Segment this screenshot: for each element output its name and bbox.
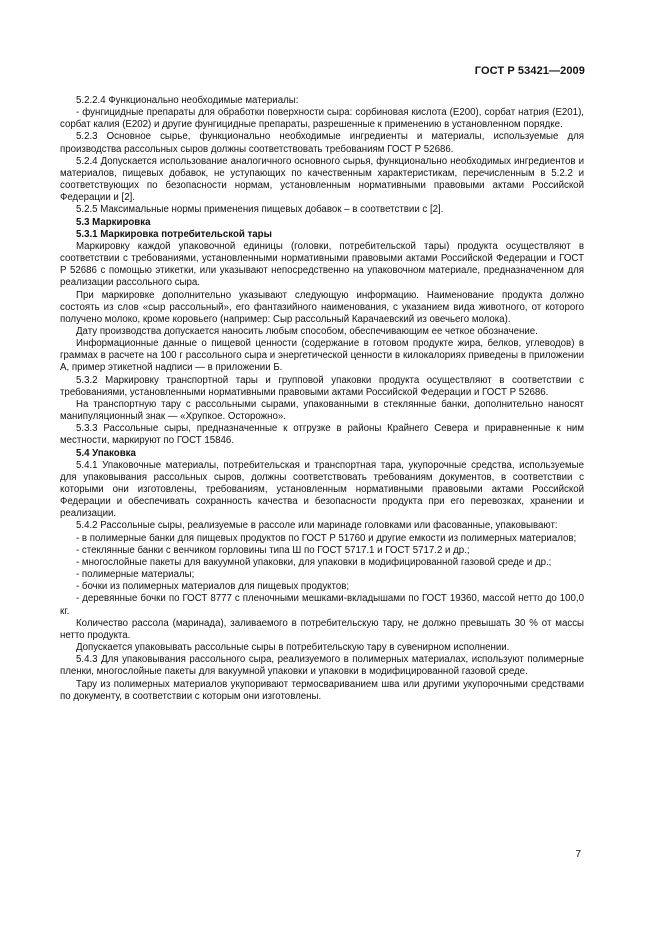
paragraph: 5.4.2 Рассольные сыры, реализуемые в рассоле или маринаде головками или фасованные, упаковывают: (76, 520, 558, 532)
list-item: - деревянные бочки по ГОСТ 8777 с пленочными мешками-вкладышами по ГОСТ 19360, массой нетто до 100,0 кг. (60, 593, 584, 617)
paragraph: Маркировку каждой упаковочной единицы (головки, потребительской тары) продукта осуществляют в соответствии с требованиями, установленными нормативными правовыми актами Российской Федерации и ГОСТ Р 52686 с помощью этикетки, или указывают непосредственно на упаковочном материале, предназначенном для реализации рассольного сыра. (60, 240, 584, 289)
paragraph: На транспортную тару с рассольными сырами, упакованными в стеклянные банки, дополнительно наносят манипуляционный знак — «Хрупкое. Осторожно». (60, 398, 584, 423)
paragraph: Допускается упаковывать рассольные сыры в потребительскую тару в сувенирном исполнении. (76, 642, 510, 654)
page-number: 7 (575, 849, 581, 860)
list-item: - бочки из полимерных материалов для пищевых продуктов; (76, 581, 350, 593)
document-header: ГОСТ Р 53421—2009 (474, 65, 585, 77)
paragraph: 5.2.5 Максимальные нормы применения пищевых добавок – в соответствии с [2]. (76, 204, 444, 216)
paragraph: Информационные данные о пищевой ценности (содержание в готовом продукте жира, белков, углеводов) в граммах в расчете на 100 г рассольного сыра и энергетической ценности в килокалориях приведены в приложении А, пример этикетной надписи — в приложении Б. (60, 338, 584, 374)
paragraph: 5.2.3 Основное сырье, функционально необходимые ингредиенты и материалы, используемые для производства рассольных сыров должны соответствовать требованиям ГОСТ Р 52686. (60, 131, 584, 155)
paragraph: 5.4.3 Для упаковывания рассольного сыра, реализуемого в полимерных материалах, используют полимерные пленки, многослойные пакеты для вакуумной упаковки и упаковки в модифицированной газовой среде. (60, 654, 584, 678)
list-item: - стеклянные банки с венчиком горловины типа Ш по ГОСТ 5717.1 и ГОСТ 5717.2 и др.; (76, 544, 470, 556)
paragraph: 5.2.2.4 Функционально необходимые материалы: (76, 95, 299, 106)
paragraph: Дату производства допускается наносить любым способом, обеспечивающим ее четкое обозначение. (76, 325, 538, 337)
document-body (60, 95, 584, 703)
paragraph: Количество рассола (маринада), заливаемого в потребительскую тару, не должно превышать 30 % от массы нетто продукта. (60, 617, 584, 641)
section-heading: 5.4 Упаковка (76, 447, 136, 459)
list-item: - многослойные пакеты для вакуумной упаковки, для упаковки в модифицированной газовой среде и др.; (76, 556, 552, 568)
paragraph: - фунгицидные препараты для обработки поверхности сыра: сорбиновая кислота (Е200), сорбат натрия (Е201), сорбат калия (Е202) и другие фунгицидные препараты, разрешенные к применению в установленном порядке. (60, 107, 584, 131)
paragraph: 5.3.2 Маркировку транспортной тары и групповой упаковки продукта осуществляют в соответствии с требованиями, установленными нормативными правовыми актами Российской Федерации и ГОСТ Р 52686. (60, 374, 584, 398)
section-heading: 5.3 Маркировка (76, 216, 151, 228)
paragraph: 5.2.4 Допускается использование аналогичного основного сырья, функционально необходимых ингредиентов и материалов, пищевых добавок, не уступающих по качественным характеристикам, перечисленным в 5.2.2 и соответствующих по безопасности нормам, установленным нормативными правовыми актами Российской Федерации и [2]. (60, 155, 584, 204)
paragraph: Тару из полимерных материалов укупоривают термосвариванием шва или другими укупорочными средствами по документу, в соответствии с которым они изготовлены. (60, 678, 584, 702)
subsection-heading: 5.3.1 Маркировка потребительской тары (76, 228, 272, 240)
paragraph: 5.3.3 Рассольные сыры, предназначенные к отгрузке в районы Крайнего Севера и приравненные к ним местности, маркируют по ГОСТ 15846. (60, 423, 584, 447)
list-item: - в полимерные банки для пищевых продуктов по ГОСТ Р 51760 и другие емкости из полимерных материалов; (76, 532, 577, 544)
paragraph: 5.4.1 Упаковочные материалы, потребительская и транспортная тара, укупорочные средства, используемые для упаковывания рассольных сыров, должны соответствовать требованиям документов, в соответствии с которыми они изготовлены, требованиям, установленным нормативными правовыми актами Российской Федерации и обеспечивать сохранность качества и безопасности продукта при его перевозках, хранении и реализации. (60, 459, 584, 520)
paragraph: При маркировке дополнительно указывают следующую информацию. Наименование продукта должно состоять из слов «сыр рассольный», его фантазийного наименования, с указанием вида животного, от которого получено молоко, кроме коровьего (например: Сыр рассольный Карачаевский из овечьего молока). (60, 289, 584, 325)
list-item: - полимерные материалы; (76, 569, 195, 581)
